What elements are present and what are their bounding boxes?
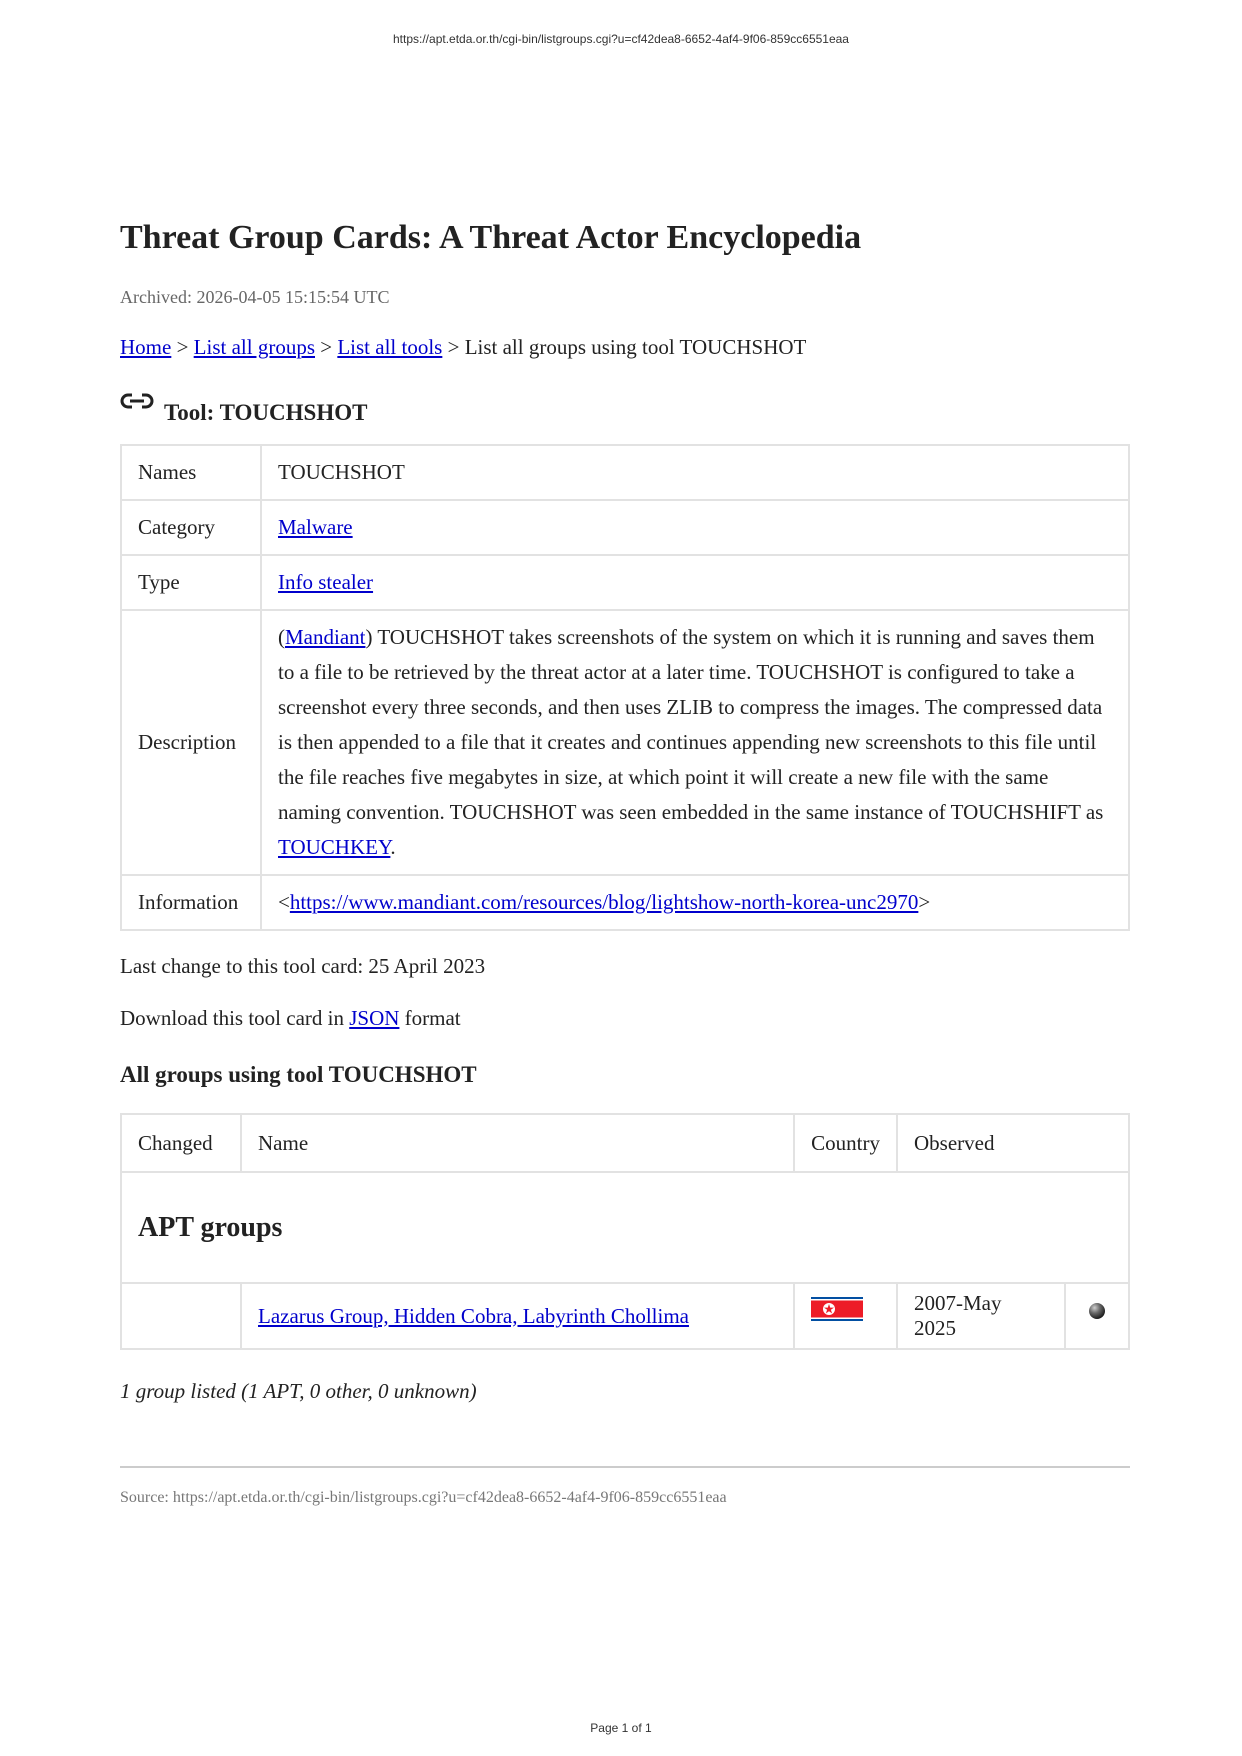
information-cell (261, 875, 1129, 930)
description-end: . (390, 835, 396, 859)
names-value: TOUCHSHOT (261, 445, 1129, 500)
breadcrumb (120, 332, 1130, 362)
north-korea-flag-icon (811, 1297, 863, 1321)
breadcrumb-separator: > (176, 335, 189, 359)
tool-info-table (120, 444, 1130, 931)
mandiant-link[interactable]: Mandiant (285, 625, 366, 649)
status-cell (1065, 1283, 1129, 1349)
download-line (120, 1003, 1130, 1033)
link-icon (120, 392, 156, 414)
category-link[interactable]: Malware (278, 515, 353, 539)
type-cell (261, 555, 1129, 610)
group-name-cell (241, 1283, 794, 1349)
column-header-observed: Observed (897, 1114, 1129, 1172)
table-header-row (121, 1114, 1129, 1172)
table-row (121, 610, 1129, 875)
country-cell (794, 1283, 897, 1349)
groups-table (120, 1113, 1130, 1350)
type-label: Type (121, 555, 261, 610)
breadcrumb-tools-link[interactable]: List all tools (337, 335, 443, 359)
page-title: Threat Group Cards: A Threat Actor Encyclopedia (120, 219, 862, 256)
groups-summary: 1 group listed (1 APT, 0 other, 0 unknown) (120, 1379, 477, 1403)
section-row (121, 1172, 1129, 1283)
tool-heading-text: Tool: TOUCHSHOT (164, 400, 368, 425)
information-open: < (278, 890, 290, 914)
breadcrumb-current: List all groups using tool TOUCHSHOT (464, 335, 807, 359)
observed-cell: 2007-May 2025 (897, 1283, 1065, 1349)
table-row (121, 445, 1129, 500)
page-number: Page 1 of 1 (590, 1721, 652, 1735)
column-header-changed: Changed (121, 1114, 241, 1172)
information-close: > (918, 890, 931, 914)
status-ball-icon (1089, 1303, 1105, 1319)
table-row (121, 555, 1129, 610)
groups-heading: All groups using tool TOUCHSHOT (120, 1062, 477, 1087)
information-label: Information (121, 875, 261, 930)
changed-cell (121, 1283, 241, 1349)
last-change-text: Last change to this tool card: 25 April 2023 (120, 954, 486, 978)
group-name-link[interactable]: Lazarus Group, Hidden Cobra, Labyrinth Chollima (258, 1303, 689, 1328)
description-label: Description (121, 610, 261, 875)
table-row (121, 1283, 1129, 1349)
main-content (120, 210, 1130, 1510)
description-cell (261, 610, 1129, 875)
section-label-apt-groups: APT groups (121, 1172, 1129, 1283)
description-text: ) TOUCHSHOT takes screenshots of the system on which it is running and saves them to a file to be retrieved by the threat actor at a later time. TOUCHSHOT is configured to take a screenshot every three seconds, and then uses ZLIB to compress the images. The compressed data is then appended to a file that it creates and continues appending new screenshots to this file until the file reaches five megabytes in size, at which point it will create a new file with the same naming convention. TOUCHSHOT was seen embedded in the same instance of TOUCHSHIFT as (278, 625, 1104, 824)
information-link[interactable]: https://www.mandiant.com/resources/blog/lightshow-north-korea-unc2970 (289, 890, 919, 914)
table-row (121, 875, 1129, 930)
column-header-country: Country (794, 1114, 897, 1172)
table-row (121, 500, 1129, 555)
type-link[interactable]: Info stealer (278, 570, 374, 594)
breadcrumb-home-link[interactable]: Home (120, 335, 172, 359)
download-prefix: Download this tool card in (120, 1006, 350, 1030)
breadcrumb-separator: > (320, 335, 333, 359)
names-label: Names (121, 445, 261, 500)
touchkey-link[interactable]: TOUCHKEY (278, 835, 391, 859)
source-url: Source: https://apt.etda.or.th/cgi-bin/listgroups.cgi?u=cf42dea8-6652-4af4-9f06-859cc6551eaa (120, 1489, 727, 1506)
breadcrumb-groups-link[interactable]: List all groups (193, 335, 315, 359)
footer-divider (120, 1466, 1130, 1468)
tool-heading (120, 390, 1130, 426)
breadcrumb-separator: > (447, 335, 460, 359)
category-label: Category (121, 500, 261, 555)
column-header-name: Name (241, 1114, 794, 1172)
description-open-paren: ( (278, 625, 285, 649)
category-cell (261, 500, 1129, 555)
download-suffix: format (399, 1006, 461, 1030)
print-url-header: https://apt.etda.or.th/cgi-bin/listgroups.cgi?u=cf42dea8-6652-4af4-9f06-859cc6551eaa (393, 32, 849, 46)
json-download-link[interactable]: JSON (349, 1006, 400, 1030)
archived-timestamp: Archived: 2026-04-05 15:15:54 UTC (120, 287, 390, 307)
